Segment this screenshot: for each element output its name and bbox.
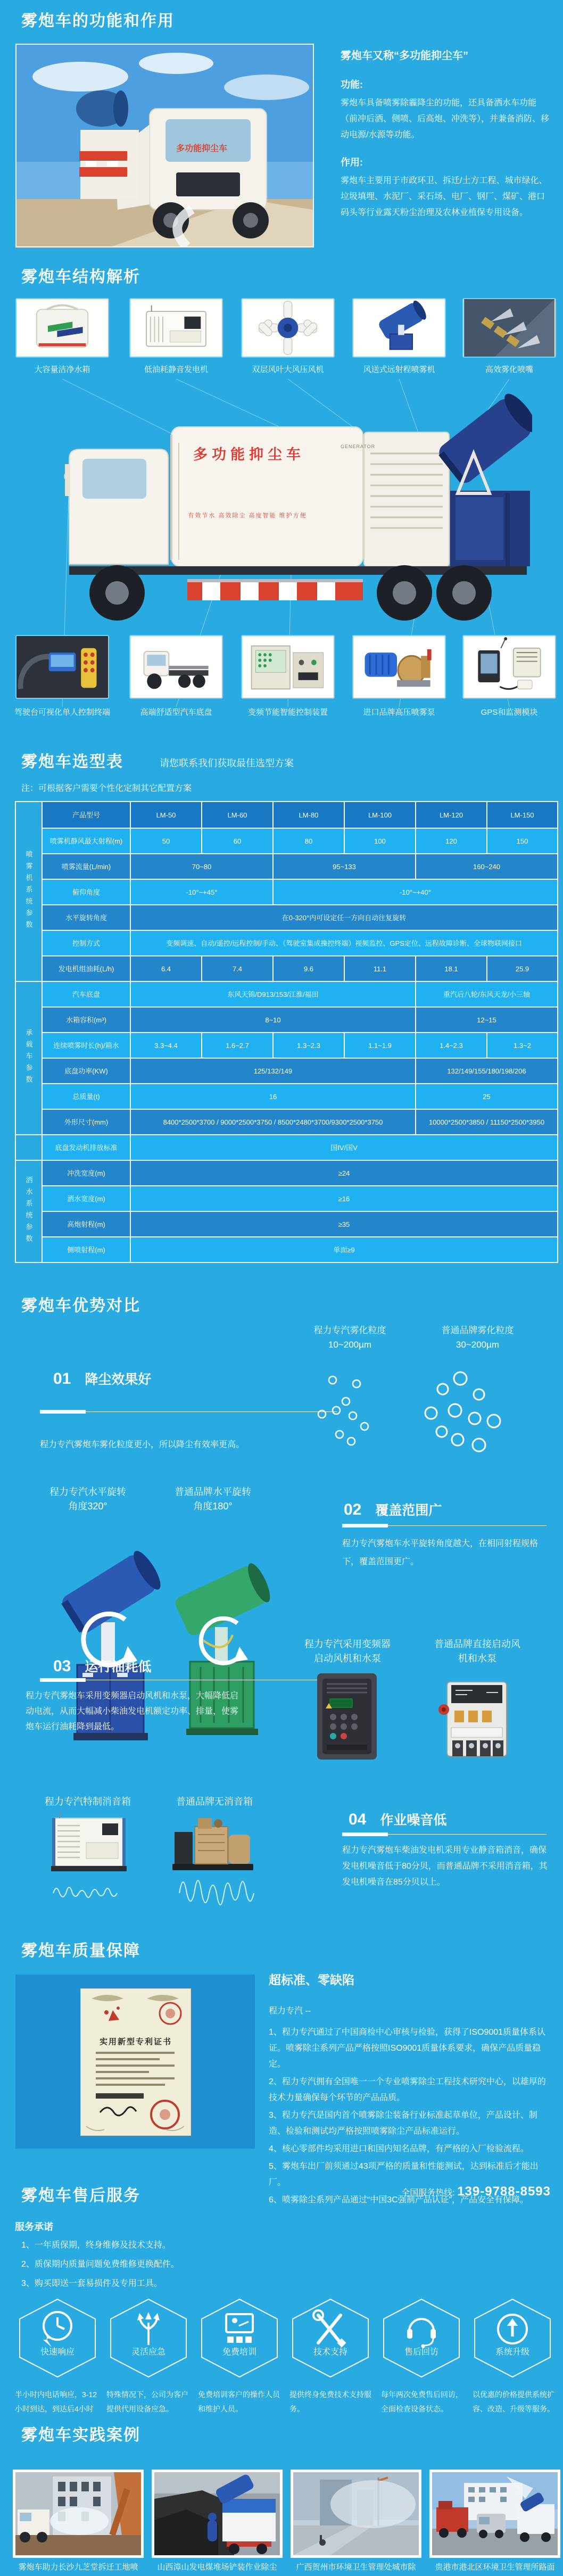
branch-arrows-icon: [137, 2312, 160, 2345]
service-feature-desc: 免费培训客户的操作人员和维护人员。: [198, 2390, 280, 2413]
table-cell: 25: [416, 1084, 558, 1109]
promise-item: 2、质保期内质量问题免费维修更换配件。: [21, 2260, 179, 2269]
table-cell: 9.6: [273, 956, 344, 981]
particle-right-value: 30~200µm: [456, 1340, 500, 1350]
advantage-01-rule: [40, 1411, 337, 1412]
func-text: 雾炮车具备喷雾除霾降尘的功能，还具备洒水车功能（前冲后洒、侧喷、后高炮、冲洗等），并兼备消防、移动电源/水源等功能。: [341, 98, 550, 139]
component-caption: 低油耗静音发电机: [144, 365, 208, 374]
component-card-double-fan: [241, 298, 335, 358]
inverter-art: [313, 1671, 381, 1763]
table-row-label: 水平旋转角度: [42, 905, 130, 930]
truck-body-slogan: 有效节水 高效除尘 高度智能 维护方便: [188, 513, 307, 519]
hexagon-outline: [382, 2298, 461, 2378]
table-row: [15, 854, 558, 879]
table-cell: 132/149/155/180/198/206: [416, 1058, 558, 1084]
table-cell: 25.9: [487, 956, 558, 981]
particle-compare-art: [298, 1365, 532, 1458]
table-row: [15, 1007, 558, 1033]
table-row-label: 控制方式: [42, 930, 130, 956]
table-cell: 160~240: [416, 854, 558, 879]
headset-icon: [407, 2319, 436, 2348]
truck-body-label: 多功能抑尘车: [193, 447, 305, 463]
particle-left-label: 程力专汽雾化粒度 10~200µm: [306, 1323, 394, 1352]
table-cell: LM-150: [487, 802, 558, 828]
table-row-label: 汽车底盘: [42, 981, 130, 1007]
table-cell: 单面≥9: [130, 1237, 558, 1262]
advantage-03-heading: [53, 1656, 151, 1675]
table-cell: 80: [273, 828, 344, 854]
component-caption: 风送式远射程喷雾机: [363, 365, 435, 374]
service-feature-label: 技术支持: [313, 2348, 347, 2357]
table-row: [15, 828, 558, 854]
table-row: [15, 1084, 558, 1109]
table-cell: ≥24: [130, 1160, 558, 1186]
alias-heading: 雾炮车又称“多功能抑尘车”: [341, 50, 468, 62]
service-feature-1: [18, 2298, 97, 2378]
table-row-label: 底盘发动机排放标准: [42, 1135, 130, 1160]
table-row-label: 俯仰角度: [42, 879, 130, 905]
table-cell: 6.4: [130, 956, 202, 981]
table-row-label: 发电机组油耗(L/h): [42, 956, 130, 981]
advantage-02-number: 02: [344, 1501, 362, 1518]
table-cell: 18.1: [416, 956, 487, 981]
table-row: [15, 1186, 558, 1211]
quality-item: 2、程力专汽拥有全国唯一一个专业喷雾除尘工程技术研究中心，以雄厚的技术力量确保每个环节的产品品质。: [269, 2077, 546, 2102]
table-cell: 120: [416, 828, 487, 854]
table-cell: 150: [487, 828, 558, 854]
table-row: [15, 1058, 558, 1084]
advantage-03-text: 程力专汽雾炮车采用变频器启动风机和水泵，大幅降低启动电流，从而大幅减小柴油发电机额定功率、排量，使雾炮车运行油耗降到最低。: [26, 1691, 239, 1731]
gps-module-icon: [463, 636, 555, 698]
case-caption: 雾炮车助力长沙九芝堂拆迁工地喷: [18, 2563, 138, 2572]
hexagon-outline: [291, 2298, 370, 2378]
table-group-label: 承载车参数: [15, 981, 42, 1135]
truck-side-art: [32, 384, 532, 629]
advantage-04-number: 04: [349, 1811, 367, 1828]
table-cell: -10°~+40°: [273, 879, 558, 905]
quality-brand-line: 程力专汽 --: [269, 2007, 311, 2016]
high-pressure-pump-icon: [353, 636, 445, 698]
component-caption: 高效雾化喷嘴: [485, 365, 533, 374]
quality-item: 3、程力专汽是国内首个喷雾除尘装备行业标准起草单位，产品设计、制造、检验和测试均严格按照喷雾除尘产品标准运行。: [269, 2111, 537, 2136]
hexagon-outline: [109, 2298, 188, 2378]
advantage-04-rule: [342, 1834, 547, 1835]
table-row: [15, 1211, 558, 1237]
selection-table-wrap: [15, 801, 558, 1263]
component-card-cab-control-terminal: [15, 635, 109, 699]
page-title-cases: 雾炮车实践案例: [21, 2426, 140, 2444]
component-card-atomizing-nozzles: [462, 298, 556, 358]
generator-box-label: GENERATOR: [341, 444, 376, 449]
table-cell: 125/132/149: [130, 1058, 416, 1084]
advantage-03-number: 03: [53, 1657, 71, 1675]
table-row: [15, 879, 558, 905]
service-hotline[interactable]: [298, 2184, 551, 2199]
component-card-air-sprayer: [352, 298, 446, 358]
silent-generator-art: [49, 1811, 129, 1875]
hexagon-outline: [473, 2298, 552, 2378]
table-cell: 重汽后八轮/东风天龙/小三轴: [416, 981, 558, 1007]
table-row-label: 冲洗宽度(m): [42, 1160, 130, 1186]
truck-photo-art: [16, 45, 313, 246]
case-photo-3[interactable]: [291, 2470, 421, 2558]
cab-control-terminal-icon: [16, 636, 108, 698]
quality-item: 1、程力专汽通过了中国商检中心审核与检验，获得了ISO9001质量体系认证。喷雾除尘系列产品严格按照ISO9001质量体系要求，确保产品质量稳定。: [269, 2028, 546, 2069]
role-text: 雾炮车主要用于市政环卫、拆迁/土方工程、城市绿化、垃圾填埋、水泥厂、采石场、电厂、钢厂、煤矿、港口码头等行业露天粉尘治理及农林业植保专用设备。: [341, 176, 548, 217]
service-feature-label: 快速响应: [40, 2348, 74, 2357]
promise-heading: 服务承诺: [15, 2222, 53, 2232]
table-cell: 50: [130, 828, 202, 854]
atomizing-nozzles-icon: [463, 299, 555, 357]
table-cell: 3.3~4.4: [130, 1033, 202, 1058]
table-cell: 7.4: [202, 956, 273, 981]
hotline-number[interactable]: 139-9788-8593: [457, 2184, 551, 2199]
table-row-label: 洒水宽度(m): [42, 1186, 130, 1211]
certificate-title: 实用新型专利证书: [99, 2037, 172, 2046]
service-feature-desc: 提供终身免费技术支持服务。: [289, 2390, 371, 2413]
table-row: [15, 1109, 558, 1135]
role-label: 作用:: [341, 157, 363, 168]
table-cell: 1.3~2: [487, 1033, 558, 1058]
table-cell: 12~15: [416, 1007, 558, 1033]
table-cell: 95~133: [273, 854, 416, 879]
smart-control-panel-icon: [242, 636, 334, 698]
table-cell: LM-100: [344, 802, 416, 828]
advantage-01-title: 降尘效果好: [85, 1372, 152, 1387]
component-card-smart-control-panel: [241, 635, 335, 699]
table-cell: 东风天锦/D913/153/江淮/福田: [130, 981, 416, 1007]
table-cell: -10°~+45°: [130, 879, 273, 905]
table-cell: 1.4~2.3: [416, 1033, 487, 1058]
table-cell: 变频调速、自动/遥控/远程控制/手动、（驾驶室集成操控终端）视频监控、GPS定位、远程故障诊断、全球物联网接口: [130, 930, 558, 956]
table-row-label: 喷雾机静风最大射程(m): [42, 828, 130, 854]
promise-item: 1、一年质保期，终身维修及技术支持。: [21, 2241, 171, 2250]
table-group-label: 喷雾机系统参数: [15, 802, 42, 981]
service-feature-desc: 以优惠的价格提供系统扩容、改造、升级等服务。: [473, 2390, 554, 2413]
component-card-truck-chassis: [129, 635, 223, 699]
open-generator-art: [169, 1811, 257, 1875]
water-tank-icon: [16, 299, 108, 357]
service-feature-3: [200, 2298, 279, 2378]
upgrade-arrow-icon: [498, 2315, 527, 2343]
table-cell: 1.3~2.3: [273, 1033, 344, 1058]
quality-items: [269, 2025, 552, 2208]
table-cell: 100: [344, 828, 416, 854]
table-cell: 8400*2500*3700 / 9000*2500*3750 / 8500*2480*3700/9300*2500*3750: [130, 1109, 416, 1135]
advantage-02-text: 程力专汽雾炮车水平旋转角度越大，在相同射程规格下，覆盖范围更广。: [342, 1539, 539, 1566]
table-row: [15, 1135, 558, 1160]
truck-chassis-icon: [130, 636, 222, 698]
case-photo-art: [432, 2472, 558, 2555]
quality-heading: 超标准、零缺陷: [269, 1973, 354, 1987]
crossed-tools-icon: [313, 2310, 346, 2347]
case-photo-4[interactable]: [429, 2470, 560, 2558]
promise-list: [21, 2238, 179, 2295]
sound-wave-small: [52, 1875, 127, 1904]
table-row-label: 连续喷雾时长(h)/箱水: [42, 1033, 130, 1058]
quality-item: 4、核心零部件均采用进口和国内知名品牌，有严格的入厂检验流程。: [269, 2144, 529, 2153]
service-feature-5: [382, 2298, 461, 2378]
page-title-functions: 雾炮车的功能和作用: [21, 12, 175, 30]
table-row-label: 喷雾流量(L/min): [42, 854, 130, 879]
case-caption: 广西贺州市环境卫生管理处城市除: [296, 2563, 416, 2572]
case-photo-art: [15, 2472, 141, 2555]
selection-subtitle: 请您联系我们获取最佳选型方案: [160, 758, 294, 769]
component-card-gps-module: [462, 635, 556, 699]
air-sprayer-icon: [353, 299, 445, 357]
table-cell: LM-120: [416, 802, 487, 828]
case-photo-art: [154, 2472, 280, 2555]
advantage-01-heading: [53, 1369, 151, 1388]
table-row: [15, 1033, 558, 1058]
table-row: [15, 905, 558, 930]
table-cell: 10000*2500*3850 / 11150*2500*3950: [416, 1109, 558, 1135]
component-caption: 驾驶台可视化单人控制终端: [14, 708, 110, 717]
table-row: [15, 1237, 558, 1262]
hexagon-outline: [200, 2298, 279, 2378]
table-cell: 1.1~1.9: [344, 1033, 416, 1058]
training-board-icon: [226, 2314, 253, 2343]
silent-generator-icon: [130, 299, 222, 357]
advantage-04-text: 程力专汽雾炮车柴油发电机采用专业静音箱消音，确保发电机噪音低于80分贝，而普通品牌不采用消音箱，其发电机噪音在85分贝以上。: [342, 1846, 548, 1887]
component-caption: GPS和监测模块: [481, 708, 538, 717]
certificate-art: [81, 1989, 189, 2134]
service-feature-desc: 特殊情况下，公司为客户提供代用设备应急。: [106, 2390, 188, 2413]
table-cell: ≥35: [130, 1211, 558, 1237]
component-caption: 变频节能智能控制装置: [247, 708, 328, 717]
page-title-service: 雾炮车售后服务: [21, 2187, 140, 2205]
page-title-structure: 雾炮车结构解析: [21, 268, 140, 286]
page-title-quality: 雾炮车质量保障: [21, 1942, 140, 1960]
component-caption: 双层风叶大风压风机: [252, 365, 324, 374]
service-feature-2: [109, 2298, 188, 2378]
table-cell: 11.1: [344, 956, 416, 981]
quality-item: 5、雾炮车出厂前须通过43项严格的质量和性能测试，达到标准后才能出厂。: [269, 2162, 539, 2187]
patent-certificate: [80, 1988, 191, 2136]
quality-text-block: [269, 1970, 552, 2210]
table-group-label: 洒水系统参数: [15, 1160, 42, 1262]
table-cell: LM-60: [202, 802, 273, 828]
table-row-label: 水箱容积(m³): [42, 1007, 130, 1033]
case-photo-1[interactable]: [13, 2470, 144, 2558]
table-row-label: 总质量(t): [42, 1084, 130, 1109]
service-feature-6: [473, 2298, 552, 2378]
component-card-water-tank: [15, 298, 109, 358]
advantage-01-text: 程力专汽雾炮车雾化粒度更小，所以降尘有效率更高。: [40, 1440, 245, 1449]
quality-item: 6、喷雾除尘系列产品通过“中国3C强制产品认证”，产品安全有保障。: [269, 2195, 529, 2205]
table-cell: 在0-320°内可设定任一方向自动往复旋转: [130, 905, 558, 930]
table-row: [15, 981, 558, 1007]
clock-lightning-icon: [43, 2312, 71, 2347]
starter-right-label: 普通品牌直接启动风机和水泵: [434, 1639, 520, 1664]
table-cell: LM-50: [130, 802, 202, 828]
svg-text:多功能抑尘车: 多功能抑尘车: [176, 144, 228, 153]
selection-table: [15, 801, 558, 1263]
table-cell: 8~10: [130, 1007, 416, 1033]
hexagon-outline: [18, 2298, 97, 2378]
service-feature-label: 灵活应急: [131, 2348, 165, 2357]
advantage-01-number: 01: [53, 1370, 71, 1388]
case-photo-2[interactable]: [152, 2470, 283, 2558]
table-cell: LM-80: [273, 802, 344, 828]
advantage-02-rule: [342, 1525, 547, 1526]
advantage-03-title: 运行油耗低: [85, 1659, 152, 1674]
double-fan-icon: [242, 299, 334, 357]
selection-note: 注：可根据客户需要个性化定制其它配置方案: [21, 784, 192, 793]
service-feature-label: 系统升级: [495, 2348, 529, 2357]
case-photo-art: [293, 2472, 419, 2555]
function-text-block: [341, 47, 551, 221]
service-feature-label: 售后回访: [404, 2348, 438, 2357]
certificate-card: [15, 1975, 255, 2149]
component-caption: 高端舒适型汽车底盘: [140, 708, 212, 717]
component-card-high-pressure-pump: [352, 635, 446, 699]
component-caption: 大容量洁净水箱: [34, 365, 90, 374]
table-row-label: 产品型号: [42, 802, 130, 828]
case-caption: 贵港市港北区环境卫生管理所路面: [435, 2563, 555, 2572]
service-feature-label: 免费培训: [222, 2348, 256, 2357]
rotate-left-label: 程力专汽水平旋转角度320°: [49, 1487, 126, 1512]
particle-left-value: 10~200µm: [328, 1340, 372, 1350]
advantage-04-heading: [349, 1810, 446, 1829]
table-cell: ≥16: [130, 1186, 558, 1211]
table-row-label: 外形尺寸(mm): [42, 1109, 130, 1135]
silencer-right-label: 普通品牌无消音箱: [176, 1796, 253, 1807]
table-row-label: 侧喷射程(m): [42, 1237, 130, 1262]
service-feature-desc: 每年两次免费售后回访，全面检查设备状态。: [381, 2390, 463, 2413]
table-row-label: 底盘功率(KW): [42, 1058, 130, 1084]
service-feature-4: [291, 2298, 370, 2378]
advantage-04-title: 作业噪音低: [380, 1813, 447, 1828]
structure-truck-illustration: [32, 384, 532, 629]
hotline-label: 全国服务热线:: [401, 2189, 455, 2198]
silencer-left-label: 程力专汽特制消音箱: [45, 1796, 131, 1807]
promise-item: 3、购买即送一套易损件及专用工具。: [21, 2279, 162, 2288]
table-cell: 国IV/国V: [130, 1135, 558, 1160]
table-row: [15, 1160, 558, 1186]
func-label: 功能:: [341, 79, 363, 90]
table-cell: 70~80: [130, 854, 273, 879]
table-row: [15, 930, 558, 956]
starter-left-label: 程力专汽采用变频器启动风机和水泵: [304, 1639, 391, 1664]
component-card-silent-generator: [129, 298, 223, 358]
advantage-02-heading: [344, 1500, 442, 1519]
component-caption: 进口品牌高压喷雾泵: [363, 708, 435, 717]
advantage-02-title: 覆盖范围广: [375, 1503, 442, 1518]
page-title-selection-table: 雾炮车选型表: [21, 753, 123, 771]
page-title-advantages: 雾炮车优势对比: [21, 1297, 140, 1315]
particle-right-label: 普通品牌雾化粒度 30~200µm: [434, 1323, 521, 1352]
service-feature-desc: 半小时内电话响应，3-12小时到达，到达后4小时: [15, 2390, 97, 2413]
table-cell: 1.6~2.7: [202, 1033, 273, 1058]
table-group-label: [15, 1135, 42, 1160]
truck-photo: [15, 44, 314, 247]
table-cell: 60: [202, 828, 273, 854]
sound-wave-large: [178, 1869, 258, 1906]
contactor-art: [435, 1678, 516, 1765]
table-row: [15, 956, 558, 981]
rotate-right-label: 普通品牌水平旋转角度180°: [175, 1487, 251, 1512]
table-row-label: 高炮射程(m): [42, 1211, 130, 1237]
case-caption: 山西漳山发电煤堆场铲装作业除尘: [157, 2563, 277, 2572]
table-cell: 16: [130, 1084, 416, 1109]
table-row: [15, 802, 558, 828]
